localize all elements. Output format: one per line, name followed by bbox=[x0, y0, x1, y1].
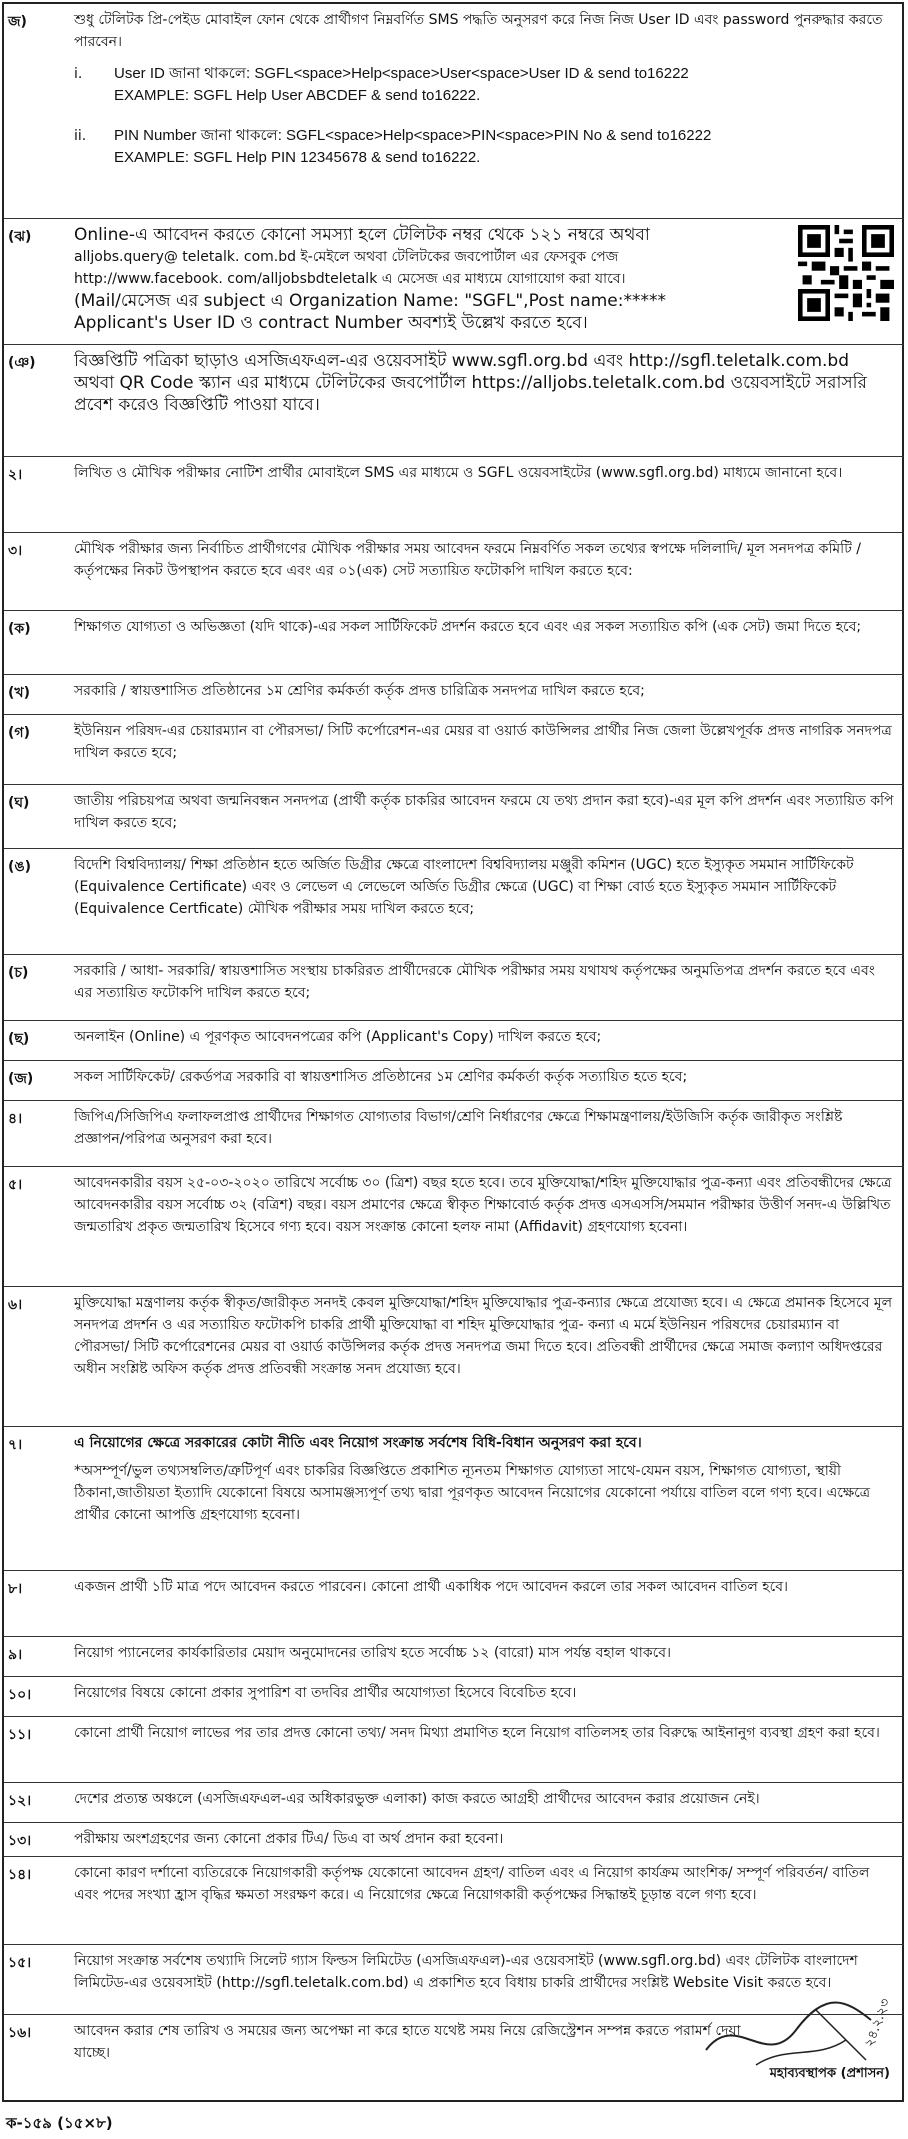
item-number: ১৫। bbox=[8, 1955, 32, 1971]
item-row bbox=[4, 1822, 904, 1856]
item-body bbox=[74, 1026, 896, 1048]
item-number: ৪। bbox=[8, 1111, 23, 1127]
item-text: Applicant's User ID ও contract Number অবশ্যই উল্লেখ করতে হবে। bbox=[74, 313, 588, 333]
item-number: ৩। bbox=[8, 543, 23, 559]
item-text: দেশের প্রত্যন্ত অঞ্চলে (এসজিএফএল-এর অধিকারভুক্ত এলাকা) কাজ করতে আগ্রহী প্রার্থীদের আবেদন করার প্রয়োজন নেই। bbox=[74, 1791, 760, 1807]
item-row bbox=[4, 1856, 904, 1944]
item-number: ১৪। bbox=[8, 1867, 32, 1883]
item-row bbox=[4, 1676, 904, 1716]
notice-frame bbox=[2, 2, 904, 2102]
item-text: অনলাইন (Online) এ পূরণকৃত আবেদনপত্রের কপি (Applicant's Copy) দাখিল করতে হবে; bbox=[74, 1029, 602, 1045]
item-text: *অসম্পূর্ণ/ভুল তথ্যসম্বলিত/ত্রুটিপূর্ণ এবং চাকরির বিজ্ঞপ্তিতে প্রকাশিত ন্যূনতম শিক্ষাগত যোগ্যতা সাথে-যেমন বয়স, শিক্ষাগত যোগ্যতা, স্থায়ী ঠিকানা,জাতীয়তা ইত্যাদি যেকোনো বিষয়ে অসামঞ্জস্যপূর্ণ তথ্য দ্বারা পূরণকৃত আবেদন নিয়োগের যেকোনো পর্যায়ে বাতিল বলে গণ্য হবে। এক্ষেত্রে প্রার্থীর কোনো আপত্তি গ্রহণযোগ্য হবেনা। bbox=[74, 1463, 871, 1523]
facebook-line[interactable]: http://www.facebook. com/alljobsbdteletalk এ মেসেজ এর মাধ্যমে যোগাযোগ করা যাবে। bbox=[74, 271, 626, 287]
item-body bbox=[74, 9, 896, 169]
item-body bbox=[74, 616, 896, 638]
item-text: একজন প্রার্থী ১টি মাত্র পদে আবেদন করতে পারবেন। কোনো প্রার্থী একাধিক পদে আবেদন করলে তার সকল আবেদন বাতিল হবে। bbox=[74, 1579, 789, 1595]
item-body bbox=[74, 1066, 896, 1088]
item-row bbox=[4, 784, 904, 848]
sms-format: User ID জানা থাকলে: SGFL<space>Help<space>User<space>User ID & send to16222 bbox=[114, 65, 689, 82]
sms-example: EXAMPLE: SGFL Help User ABCDEF & send to16222. bbox=[114, 87, 481, 104]
item-number: ১১। bbox=[8, 1727, 32, 1743]
item-number: ৭। bbox=[8, 1437, 23, 1453]
item-text: আবেদনকারীর বয়স ২৫-০৩-২০২০ তারিখে সর্বোচ্চ ৩০ (ত্রিশ) বছর হতে হবে। তবে মুক্তিযোদ্ধা/শহিদ মুক্তিযোদ্ধার পুত্র-কন্যা এবং প্রতিবন্ধীদের ক্ষেত্রে আবেদনকারীর বয়স সর্বোচ্চ ৩২ (বত্রিশ) বছর। বয়স প্রমাণের ক্ষেত্রে স্বীকৃত শিক্ষাবোর্ড কর্তৃক প্রদত্ত এসএসসি/সমমান পরীক্ষার উত্তীর্ণ সনদ-এ উল্লিখিত জন্মতারিখ প্রকৃত জন্মতারিখ হিসেবে গণ্য হবে। বয়স সংক্রান্ত কোনো হলফ নামা (Affidavit) গ্রহণযোগ্য হবেনা। bbox=[74, 1175, 892, 1235]
item-text: (Mail/মেসেজ এর subject এ Organization Name: "SGFL",Post name:***** bbox=[74, 291, 666, 311]
item-number: ৫। bbox=[8, 1177, 23, 1193]
item-row bbox=[4, 1100, 904, 1166]
item-body bbox=[74, 854, 896, 920]
sms-example: EXAMPLE: SGFL Help PIN 12345678 & send to16222. bbox=[114, 149, 481, 166]
item-heading: এ নিয়োগের ক্ষেত্রে সরকারের কোটা নীতি এবং নিয়োগ সংক্রান্ত সর্বশেষ বিধি-বিধান অনুসরণ করা হবে। bbox=[74, 1435, 642, 1451]
item-body bbox=[74, 1432, 896, 1526]
item-row bbox=[4, 1782, 904, 1822]
item-row bbox=[4, 344, 904, 456]
item-number: ১০। bbox=[8, 1687, 32, 1703]
sms-format: PIN Number জানা থাকলে: SGFL<space>Help<space>PIN<space>PIN No & send to16222 bbox=[114, 127, 712, 144]
roman-number: i. bbox=[74, 66, 83, 82]
item-body bbox=[74, 1106, 896, 1150]
item-row bbox=[4, 1716, 904, 1782]
sms-instruction bbox=[74, 125, 896, 169]
item-body bbox=[74, 538, 896, 582]
item-body bbox=[74, 1950, 896, 1994]
item-number: (ক) bbox=[8, 621, 31, 637]
item-text: মৌখিক পরীক্ষার জন্য নির্বাচিত প্রার্থীগণের মৌখিক পরীক্ষার সময় আবেদন ফরমে নিম্নবর্ণিত সকল তথ্যের স্বপক্ষে দলিলাদি/ মূল সনদপত্র কমিটি /কর্তৃপক্ষের নিকট উপস্থাপন করতে হবে এবং এর ০১(এক) সেট সত্যায়িত ফটোকপি দাখিল করতে হবে: bbox=[74, 541, 861, 579]
item-text: শিক্ষাগত যোগ্যতা ও অভিজ্ঞতা (যদি থাকে)-এর সকল সার্টিফিকেট প্রদর্শন করতে হবে এবং এর সকল সত্যায়িত কপি (এক সেট) জমা দিতে হবে; bbox=[74, 619, 862, 635]
item-body bbox=[74, 1642, 896, 1664]
item-number: জ) bbox=[8, 14, 27, 30]
item-text: নিয়োগ সংক্রান্ত সর্বশেষ তথ্যাদি সিলেট গ্যাস ফিল্ডস লিমিটেড (এসজিএফএল)-এর ওয়েবসাইট (www.sgfl.org.bd) এবং টেলিটক বাংলাদেশ লিমিটেড-এর ওয়েবসাইট (http://sgfl.teletalk.com.bd) এ প্রকাশিত হবে বিধায় চাকরি প্রার্থীদের সংশ্লিষ্ট Website Visit করতে হবে। bbox=[74, 1953, 858, 1991]
item-row bbox=[4, 532, 904, 610]
item-number: (জ) bbox=[8, 1071, 34, 1087]
item-row bbox=[4, 1570, 904, 1636]
item-number: (গ) bbox=[8, 725, 30, 741]
sms-instruction bbox=[74, 63, 896, 107]
item-text: লিখিত ও মৌখিক পরীক্ষার নোটিশ প্রার্থীর মোবাইলে SMS এর মাধ্যমে ও SGFL ওয়েবসাইটের (www.sgfl.org.bd) মাধ্যমে জানানো হবে। bbox=[74, 465, 843, 481]
item-row bbox=[4, 1426, 904, 1570]
item-number: (ঞ) bbox=[8, 355, 36, 371]
item-row bbox=[4, 954, 904, 1020]
item-text: জিপিএ/সিজিপিএ ফলাফলপ্রাপ্ত প্রার্থীদের শিক্ষাগত যোগ্যতার বিভাগ/শ্রেণি নির্ধারণের ক্ষেত্রে শিক্ষামন্ত্রণালয়/ইউজিসি কর্তৃক জারীকৃত সংশ্লিষ্ট প্রজ্ঞাপন/পরিপত্র অনুসরণ করা হবে। bbox=[74, 1109, 843, 1147]
item-text: শুধু টেলিটক প্রি-পেইড মোবাইল ফোন থেকে প্রার্থীগণ নিম্নবর্ণিত SMS পদ্ধতি অনুসরণ করে নিজ নিজ User ID এবং password পুনরুদ্ধার করতে পারবেন। bbox=[74, 12, 883, 50]
item-body bbox=[74, 224, 784, 334]
item-text: বিদেশি বিশ্ববিদ্যালয়/ শিক্ষা প্রতিষ্ঠান হতে অর্জিত ডিগ্রীর ক্ষেত্রে বাংলাদেশ বিশ্ববিদ্যালয় মঞ্জুরী কমিশন (UGC) হতে ইস্যুকৃত সমমান সার্টিফিকেট (Equivalence Certificate) এবং ও লেভেল এ লেভেলে অর্জিত ডিগ্রীর ক্ষেত্রে (UGC) বা শিক্ষা বোর্ড হতে ইস্যুকৃত সমমান সার্টিফিকেট (Equivalence Certficate) মৌখিক পরীক্ষার সময় দাখিল করতে হবে; bbox=[74, 857, 854, 917]
item-text: জাতীয় পরিচয়পত্র অথবা জন্মনিবন্ধন সনদপত্র (প্রার্থী কর্তৃক চাকরির আবেদন ফরমে যে তথ্য প্রদান করা হবে)-এর মূল কপি প্রদর্শন এবং সত্যায়িত কপি দাখিল করতে হবে; bbox=[74, 793, 894, 831]
item-body bbox=[74, 680, 896, 702]
item-number: (খ) bbox=[8, 685, 30, 701]
item-number: (চ) bbox=[8, 965, 29, 981]
item-body bbox=[74, 1788, 896, 1810]
item-number: ২। bbox=[8, 467, 23, 483]
signature-date: ২৪.২.২৩ bbox=[862, 1996, 894, 2050]
item-text: বিজ্ঞপ্তিটি পত্রিকা ছাড়াও এসজিএফএল-এর ওয়েবসাইট www.sgfl.org.bd এবং http://sgfl.teletalk.com.bd bbox=[74, 351, 849, 371]
item-text: Online-এ আবেদন করতে কোনো সমস্যা হলে টেলিটক নম্বর থেকে ১২১ নম্বরে অথবা bbox=[74, 225, 650, 245]
item-text: আবেদন করার শেষ তারিখ ও সময়ের জন্য অপেক্ষা না করে হাতে যথেষ্ট সময় নিয়ে রেজিস্ট্রেশন সম্পন্ন করতে পরামর্শ দেয়া যাচ্ছে। bbox=[74, 2023, 741, 2061]
item-text: কোনো কারণ দর্শানো ব্যতিরেকে নিয়োগকারী কর্তৃপক্ষ যেকোনো আবেদন গ্রহণ/ বাতিল এবং এ নিয়োগ কার্যক্রম আংশিক/ সম্পূর্ণ পরিবর্তন/ বাতিল এবং পদের সংখ্যা হ্রাস বৃদ্ধির ক্ষমতা সংরক্ষণ করে। এ নিয়োগের ক্ষেত্রে নিয়োগকারী কর্তৃপক্ষের সিদ্ধান্তই চূড়ান্ত বলে গণ্য হবে। bbox=[74, 1865, 870, 1903]
item-body bbox=[74, 720, 896, 764]
item-row bbox=[4, 674, 904, 714]
item-number: ৮। bbox=[8, 1581, 23, 1597]
item-number: (ঙ) bbox=[8, 859, 32, 875]
item-text: নিয়োগ প্যানেলের কার্যকারিতার মেয়াদ অনুমোদনের তারিখ হতে সর্বোচ্চ ১২ (বারো) মাস পর্যন্ত বহাল থাকবে। bbox=[74, 1645, 672, 1661]
item-row bbox=[4, 1020, 904, 1060]
item-number: (ছ) bbox=[8, 1031, 30, 1047]
email-line[interactable]: alljobs.query@ teletalk. com.bd ই-মেইলে অথবা টেলিটকের জবপোর্টাল এর ফেসবুক পেজ bbox=[74, 249, 619, 265]
item-body bbox=[74, 2020, 744, 2064]
item-number: (ঘ) bbox=[8, 795, 30, 811]
item-row bbox=[4, 714, 904, 784]
item-number: ৬। bbox=[8, 1297, 23, 1313]
item-number: ৯। bbox=[8, 1647, 23, 1663]
item-row bbox=[4, 848, 904, 954]
item-row bbox=[4, 218, 904, 344]
item-body bbox=[74, 1682, 896, 1704]
item-text: অথবা QR Code স্ক্যান এর মাধ্যমে টেলিটকের জবপোর্টাল https://alljobs.teletalk.com.bd ওয়েবসাইটে সরাসরি প্রবেশ করেও বিজ্ঞপ্তিটি পাওয়া যাবে। bbox=[74, 373, 867, 415]
item-body bbox=[74, 462, 896, 484]
item-text: সরকারি / স্বায়ত্তশাসিত প্রতিষ্ঠানের ১ম শ্রেণির কর্মকর্তা কর্তৃক প্রদত্ত চারিত্রিক সনদপত্র দাখিল করতে হবে; bbox=[74, 683, 645, 699]
item-body bbox=[74, 960, 896, 1004]
item-number: ১৩। bbox=[8, 1833, 32, 1849]
item-body bbox=[74, 1576, 896, 1598]
item-row bbox=[4, 1166, 904, 1286]
item-text: ইউনিয়ন পরিষদ-এর চেয়ারম্যান বা পৌরসভা/ সিটি কর্পোরেশন-এর মেয়র বা ওয়ার্ড কাউন্সিলর প্রার্থীর নিজ জেলা উল্লেখপূর্বক প্রদত্ত নাগরিক সনদপত্র দাখিল করতে হবে; bbox=[74, 723, 892, 761]
item-text: মুক্তিযোদ্ধা মন্ত্রণালয় কর্তৃক স্বীকৃত/জারীকৃত সনদই কেবল মুক্তিযোদ্ধা/শহিদ মুক্তিযোদ্ধার পুত্র-কন্যার ক্ষেত্রে প্রযোজ্য হবে। এ ক্ষেত্রে প্রমানক হিসেবে মূল সনদপত্র প্রদর্শন ও এর সত্যায়িত ফটোকপি চাকরি প্রার্থী মুক্তিযোদ্ধা বা শহিদ মুক্তিযোদ্ধার পুত্র- কন্যা এ মর্মে ইউনিয়ন পরিষদের চেয়ারম্যান বা পৌরসভা/ সিটি কর্পোরেশনের মেয়র বা ওয়ার্ড কাউন্সিলর কর্তৃক প্রদত্ত সনদপত্র জমা দিতে হবে। প্রতিবন্ধী প্রার্থীদের ক্ষেত্রে সমাজ কল্যাণ অধিদপ্তরের অধীন সংশ্লিষ্ট অফিস কর্তৃক প্রদত্ত প্রতিবন্ধী সংক্রান্ত সনদ প্রযোজ্য হবে। bbox=[74, 1295, 893, 1377]
item-text: নিয়োগের বিষয়ে কোনো প্রকার সুপারিশ বা তদবির প্রার্থীর অযোগ্যতা হিসেবে বিবেচিত হবে। bbox=[74, 1685, 577, 1701]
footer-code: ক-১৫৯ (১৫×৮) bbox=[6, 2114, 113, 2132]
item-row bbox=[4, 4, 904, 218]
item-text: পরীক্ষায় অংশগ্রহণের জন্য কোনো প্রকার টিএ/ ডিএ বা অর্থ প্রদান করা হবেনা। bbox=[74, 1831, 504, 1847]
item-text: সকল সার্টিফিকেট/ রেকর্ডপত্র সরকারি বা স্বায়ত্তশাসিত প্রতিষ্ঠানের ১ম শ্রেণির কর্মকর্তা কর্তৃক সত্যায়িত হতে হবে; bbox=[74, 1069, 688, 1085]
item-row bbox=[4, 1636, 904, 1676]
item-body bbox=[74, 1862, 896, 1906]
item-body bbox=[74, 1292, 896, 1380]
item-number: ১৬। bbox=[8, 2025, 32, 2041]
item-text: কোনো প্রার্থী নিয়োগ লাভের পর তার প্রদত্ত কোনো তথ্য/ সনদ মিথ্যা প্রমাণিত হলে নিয়োগ বাতিলসহ তার বিরুদ্ধে আইনানুগ ব্যবস্থা গ্রহণ করা হবে। bbox=[74, 1725, 880, 1741]
item-row bbox=[4, 610, 904, 674]
item-row bbox=[4, 456, 904, 532]
roman-number: ii. bbox=[74, 128, 87, 144]
item-body bbox=[74, 350, 896, 416]
item-row bbox=[4, 1286, 904, 1426]
qr-code-icon[interactable] bbox=[798, 225, 894, 321]
signature-title: মহাব্যবস্থাপক (প্রশাসন) bbox=[769, 2066, 890, 2081]
item-body bbox=[74, 1172, 896, 1238]
item-row bbox=[4, 1060, 904, 1100]
item-body bbox=[74, 1828, 896, 1850]
item-body bbox=[74, 1722, 896, 1744]
item-body bbox=[74, 790, 896, 834]
item-text: সরকারি / আধা- সরকারি/ স্বায়ত্তশাসিত সংস্থায় চাকরিরত প্রার্থীদেরকে মৌখিক পরীক্ষার সময় যথাযথ কর্তৃপক্ষের অনুমতিপত্র প্রদর্শন করতে হবে এবং এর সত্যায়িত ফটোকপি দাখিল করতে হবে; bbox=[74, 963, 875, 1001]
item-number: ১২। bbox=[8, 1793, 32, 1809]
item-number: (ঝ) bbox=[8, 229, 32, 245]
